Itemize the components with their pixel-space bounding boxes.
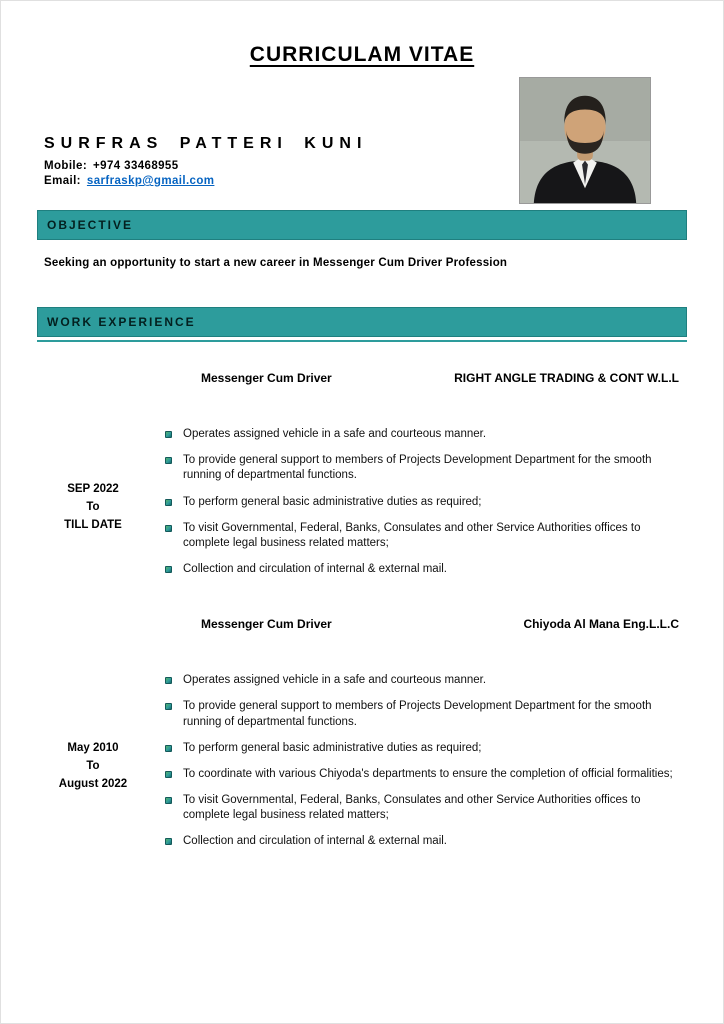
job-company: RIGHT ANGLE TRADING & CONT W.L.L [454, 371, 679, 385]
duty-text: To perform general basic administrative duties as required; [183, 495, 482, 508]
square-bullet-icon [165, 457, 172, 464]
job-company: Chiyoda Al Mana Eng.L.L.C [523, 617, 679, 632]
email-line [44, 175, 367, 187]
header [1, 1, 723, 210]
job-header [201, 371, 679, 385]
mobile-number: +974 33468955 [93, 160, 179, 172]
square-bullet-icon [165, 703, 172, 710]
duty-item [165, 793, 679, 823]
square-bullet-icon [165, 838, 172, 845]
mobile-line [44, 160, 367, 172]
section-divider [37, 340, 687, 342]
period-end: TILL DATE [64, 518, 122, 531]
job-header [201, 617, 679, 631]
square-bullet-icon [165, 677, 172, 684]
duty-text: To visit Governmental, Federal, Banks, Consulates and other Service Authorities offices to complete legal business related matters; [183, 521, 641, 549]
duty-text: To coordinate with various Chiyoda's departments to ensure the completion of official formalities; [183, 767, 673, 780]
duty-text: To visit Governmental, Federal, Banks, Consulates and other Service Authorities offices to complete legal business related matters; [183, 794, 641, 822]
duty-text: Collection and circulation of internal & external mail. [183, 563, 447, 576]
job-body [1, 427, 723, 588]
job-period [1, 427, 165, 588]
work-experience-section-header [37, 307, 687, 337]
duty-item [165, 767, 679, 782]
duty-item [165, 427, 679, 442]
duty-text: Operates assigned vehicle in a safe and courteous manner. [183, 428, 487, 440]
duty-text: To perform general basic administrative duties as required; [183, 741, 482, 754]
job-body [1, 673, 723, 860]
email-label: Email: [44, 175, 81, 187]
period-to: To [86, 759, 100, 772]
person-name: SURFRAS PATTERI KUNI [44, 135, 368, 152]
identity-block [44, 135, 367, 190]
job-position: Messenger Cum Driver [201, 617, 332, 632]
job-period [1, 673, 165, 860]
profile-photo [519, 77, 651, 204]
objective-heading: OBJECTIVE [47, 218, 134, 232]
duty-item [165, 521, 679, 551]
square-bullet-icon [165, 431, 172, 438]
square-bullet-icon [165, 499, 172, 506]
duty-text: Operates assigned vehicle in a safe and courteous manner. [183, 674, 487, 687]
duty-item [165, 741, 679, 756]
duty-text: To provide general support to members of Projects Development Department for the smooth running of departmental functions. [183, 700, 652, 728]
objective-text: Seeking an opportunity to start a new career in Messenger Cum Driver Profession [44, 257, 508, 269]
square-bullet-icon [165, 745, 172, 752]
duties-list [165, 427, 679, 588]
duty-item [165, 453, 679, 483]
period-start: SEP 2022 [67, 482, 119, 495]
page-title: CURRICULAM VITAE [249, 43, 475, 66]
person-portrait-graphic [520, 78, 650, 203]
period-start: May 2010 [67, 742, 119, 755]
period-end: August 2022 [58, 777, 128, 790]
email-link[interactable]: sarfraskp@gmail.com [86, 175, 215, 187]
work-experience-heading: WORK EXPERIENCE [47, 315, 196, 329]
period-to: To [86, 500, 100, 513]
mobile-label: Mobile: [44, 160, 88, 172]
job-entry-right-angle [1, 371, 723, 588]
square-bullet-icon [165, 797, 172, 804]
duty-item [165, 562, 679, 577]
square-bullet-icon [165, 771, 172, 778]
job-position: Messenger Cum Driver [201, 371, 332, 385]
job-entry-chiyoda [1, 617, 723, 860]
duty-item [165, 673, 679, 688]
duty-item [165, 834, 679, 849]
duty-item [165, 699, 679, 729]
duty-item [165, 495, 679, 510]
duty-text: Collection and circulation of internal & external mail. [183, 835, 447, 848]
duties-list [165, 673, 679, 860]
duty-text: To provide general support to members of Projects Development Department for the smooth running of departmental functions. [183, 454, 652, 482]
square-bullet-icon [165, 566, 172, 573]
objective-section-header [37, 210, 687, 240]
square-bullet-icon [165, 525, 172, 532]
